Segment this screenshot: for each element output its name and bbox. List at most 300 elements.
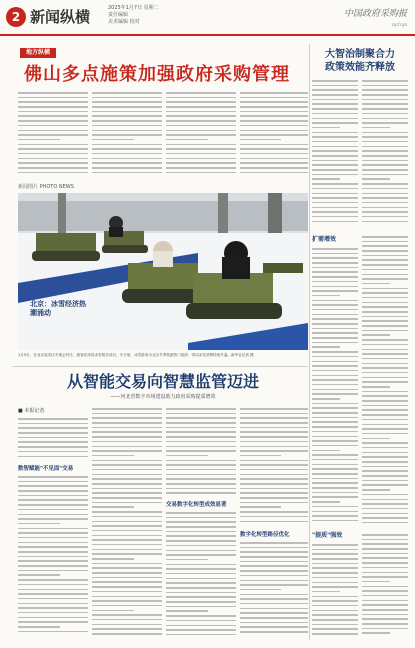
text-line — [312, 393, 358, 395]
text-line — [18, 574, 60, 576]
text-line — [312, 80, 358, 82]
text-line — [240, 521, 308, 523]
text-line — [240, 153, 308, 155]
text-line — [240, 464, 308, 466]
text-line — [18, 551, 88, 553]
text-line — [312, 164, 358, 166]
text-line — [362, 136, 408, 138]
text-line — [18, 427, 88, 429]
text-line — [362, 386, 390, 388]
text-line — [166, 554, 236, 556]
article-text-column — [92, 408, 162, 640]
text-line — [92, 455, 134, 457]
text-line — [362, 438, 390, 440]
section-tag: 地方纵横 — [20, 48, 56, 58]
text-line — [312, 572, 358, 574]
text-line — [166, 413, 236, 415]
text-line — [362, 409, 408, 411]
text-line — [362, 414, 408, 416]
text-line — [92, 614, 162, 616]
text-line — [362, 581, 390, 583]
inner-head-2: 交易数字化转型成效显著 — [166, 502, 227, 508]
text-line — [312, 553, 358, 555]
text-line — [362, 146, 408, 148]
text-line — [92, 581, 162, 583]
text-line — [362, 424, 408, 426]
masthead-sub: zgzfcgb — [391, 22, 407, 27]
text-line — [92, 431, 162, 433]
text-line — [312, 332, 358, 334]
text-line — [18, 158, 88, 160]
article-text-column — [312, 80, 358, 230]
text-line — [312, 412, 358, 414]
text-line — [312, 375, 358, 377]
text-line — [18, 97, 88, 99]
text-line — [240, 594, 308, 596]
text-line — [312, 549, 358, 551]
text-line — [18, 504, 88, 506]
text-line — [362, 489, 390, 491]
text-line — [92, 158, 162, 160]
text-line — [312, 94, 358, 96]
snow-vehicle-photo — [18, 193, 308, 350]
text-line — [18, 423, 88, 425]
text-line — [312, 389, 358, 391]
text-line — [92, 153, 162, 155]
text-line — [18, 167, 88, 169]
text-line — [312, 440, 358, 442]
text-line — [362, 127, 390, 129]
text-line — [362, 503, 408, 505]
text-line — [92, 600, 162, 602]
text-line — [312, 99, 358, 101]
text-line — [92, 497, 162, 499]
text-line — [166, 167, 236, 169]
text-line — [362, 590, 408, 592]
text-line — [166, 625, 236, 627]
text-line — [18, 115, 88, 117]
text-line — [166, 450, 236, 452]
text-line — [362, 89, 408, 91]
text-line — [18, 617, 88, 619]
text-line — [18, 570, 88, 572]
text-line — [312, 379, 358, 381]
text-line — [166, 629, 236, 631]
photo-label: 新闻图片 PHOTO NEWS — [18, 184, 74, 190]
text-line — [312, 155, 358, 157]
text-line — [362, 367, 408, 369]
text-line — [362, 372, 408, 374]
text-line — [362, 325, 408, 327]
text-line — [92, 101, 162, 103]
text-line — [240, 436, 308, 438]
text-line — [18, 162, 88, 164]
text-line — [166, 455, 208, 457]
text-line — [92, 162, 162, 164]
article-text-column — [312, 544, 358, 640]
text-line — [312, 365, 358, 367]
text-line — [312, 103, 358, 105]
text-line — [362, 543, 408, 545]
text-line — [18, 612, 88, 614]
text-line — [312, 577, 358, 579]
text-line — [362, 522, 408, 524]
text-line — [92, 563, 162, 565]
text-line — [92, 92, 162, 94]
text-line — [362, 155, 408, 157]
text-line — [92, 450, 162, 452]
text-line — [240, 551, 308, 553]
text-line — [312, 318, 358, 320]
text-line — [312, 407, 358, 409]
text-line — [240, 431, 308, 433]
text-line — [312, 436, 358, 438]
text-line — [92, 460, 162, 462]
text-line — [166, 120, 236, 122]
text-line — [240, 506, 281, 508]
text-line — [18, 485, 88, 487]
text-line — [362, 452, 408, 454]
text-line — [362, 614, 408, 616]
text-line — [240, 106, 308, 108]
text-line — [362, 278, 408, 280]
text-line — [92, 596, 162, 598]
text-line — [362, 353, 408, 355]
text-line — [312, 501, 340, 503]
text-line — [166, 408, 236, 410]
article-text-column — [166, 512, 236, 640]
text-line — [18, 626, 60, 628]
text-line — [362, 292, 408, 294]
text-line — [240, 598, 308, 600]
text-line — [312, 136, 358, 138]
text-line — [166, 148, 236, 150]
text-line — [166, 634, 236, 636]
text-line — [312, 356, 358, 358]
article-text-column — [240, 408, 308, 528]
text-line — [166, 441, 236, 443]
text-line — [312, 211, 358, 213]
text-line — [240, 497, 308, 499]
text-line — [312, 188, 358, 190]
text-line — [240, 622, 308, 624]
text-line — [240, 111, 308, 113]
text-line — [18, 584, 88, 586]
text-line — [92, 106, 162, 108]
byline: ■ 本报记者 — [18, 408, 45, 414]
text-line — [166, 564, 236, 566]
text-line — [166, 97, 236, 99]
text-line — [362, 236, 408, 238]
page-number: 2 — [6, 7, 26, 27]
text-line — [312, 174, 358, 176]
text-line — [362, 103, 408, 105]
text-line — [362, 269, 408, 271]
text-line — [312, 563, 358, 565]
text-line — [240, 631, 308, 633]
text-line — [240, 120, 308, 122]
text-line — [312, 295, 340, 297]
text-line — [240, 589, 281, 591]
text-line — [18, 130, 88, 132]
text-line — [240, 488, 308, 490]
text-line — [312, 253, 358, 255]
text-line — [312, 610, 358, 612]
text-line — [166, 101, 236, 103]
text-line — [362, 264, 408, 266]
text-line — [362, 480, 408, 482]
text-line — [362, 400, 408, 402]
editor-line: 责任编辑 — [108, 12, 129, 18]
text-line — [312, 520, 358, 522]
text-line — [362, 150, 408, 152]
inner-head-3: 数字化转型路径优化 — [240, 532, 290, 538]
text-line — [240, 617, 308, 619]
text-line — [166, 517, 236, 519]
text-line — [362, 183, 408, 185]
text-line — [92, 591, 162, 593]
article-text-column — [166, 92, 236, 180]
text-line — [18, 456, 88, 458]
text-line — [92, 572, 162, 574]
text-line — [166, 144, 236, 146]
text-line — [240, 492, 308, 494]
text-line — [166, 115, 236, 117]
text-line — [312, 582, 358, 584]
text-line — [166, 153, 236, 155]
text-line — [166, 92, 236, 94]
text-line — [240, 469, 308, 471]
date-line: 2025年1月7日 星期二 — [108, 5, 159, 11]
text-line — [18, 621, 88, 623]
text-line — [240, 446, 308, 448]
text-line — [240, 608, 308, 610]
text-line — [362, 80, 408, 82]
text-line — [92, 610, 134, 612]
text-line — [362, 632, 390, 634]
text-line — [362, 381, 408, 383]
text-line — [92, 506, 134, 508]
text-line — [362, 132, 408, 134]
text-line — [362, 108, 408, 110]
text-line — [362, 456, 408, 458]
text-line — [312, 596, 358, 598]
text-line — [240, 167, 308, 169]
text-line — [18, 560, 88, 562]
text-line — [18, 495, 88, 497]
text-line — [18, 589, 88, 591]
text-line — [240, 474, 308, 476]
text-line — [18, 514, 88, 516]
text-line — [92, 417, 162, 419]
text-line — [362, 618, 408, 620]
text-line — [312, 132, 358, 134]
text-line — [18, 101, 88, 103]
text-line — [92, 539, 162, 541]
text-line — [362, 113, 408, 115]
text-line — [312, 178, 340, 180]
text-line — [362, 202, 408, 204]
text-line — [362, 274, 408, 276]
text-line — [312, 403, 358, 405]
text-line — [18, 111, 88, 113]
text-line — [240, 92, 308, 94]
text-line — [312, 384, 358, 386]
text-line — [362, 562, 408, 564]
text-line — [312, 304, 358, 306]
text-line — [312, 328, 358, 330]
text-line — [240, 115, 308, 117]
news-photo — [18, 193, 308, 350]
text-line — [312, 591, 340, 593]
text-line — [18, 528, 88, 530]
text-line — [312, 468, 358, 470]
text-line — [362, 534, 408, 536]
text-line — [362, 499, 408, 501]
text-line — [240, 612, 308, 614]
text-line — [312, 628, 358, 630]
text-line — [362, 567, 408, 569]
text-line — [240, 427, 308, 429]
text-line — [312, 216, 358, 218]
text-line — [362, 255, 408, 257]
text-line — [312, 544, 358, 546]
text-line — [240, 417, 308, 419]
text-line — [240, 450, 308, 452]
text-line — [312, 417, 358, 419]
right-subhead-2: "提质"强效 — [312, 532, 343, 539]
text-line — [362, 250, 408, 252]
text-line — [166, 615, 236, 617]
text-line — [312, 506, 358, 508]
text-line — [18, 441, 88, 443]
text-line — [240, 441, 308, 443]
text-line — [18, 476, 88, 478]
text-line — [312, 473, 358, 475]
text-line — [312, 262, 358, 264]
text-line — [166, 162, 236, 164]
text-line — [240, 158, 308, 160]
right-headline-line-1: 大智治制聚合力 — [325, 49, 395, 60]
text-line — [92, 553, 162, 555]
text-line — [18, 148, 88, 150]
text-line — [166, 427, 236, 429]
second-subheadline: ——河北省数字市场建设助力政府采购提质增效 — [110, 394, 216, 400]
text-line — [166, 422, 236, 424]
text-line — [92, 502, 162, 504]
text-line — [92, 115, 162, 117]
text-line — [362, 283, 390, 285]
text-line — [362, 188, 408, 190]
text-line — [240, 478, 308, 480]
text-line — [18, 542, 88, 544]
text-line — [312, 624, 358, 626]
text-line — [92, 144, 162, 146]
text-line — [92, 483, 162, 485]
text-line — [92, 427, 162, 429]
editor-line-2: 美术编辑 校对 — [108, 19, 140, 25]
text-line — [166, 606, 236, 608]
text-line — [362, 193, 408, 195]
text-line — [18, 106, 88, 108]
text-line — [312, 346, 340, 348]
text-line — [166, 460, 236, 462]
article-text-column — [18, 476, 88, 640]
text-line — [362, 306, 408, 308]
text-line — [312, 558, 358, 560]
text-line — [362, 539, 408, 541]
text-line — [18, 607, 88, 609]
text-line — [362, 94, 408, 96]
text-line — [312, 342, 358, 344]
text-line — [92, 446, 162, 448]
text-line — [312, 89, 358, 91]
text-line — [362, 466, 408, 468]
text-line — [18, 446, 88, 448]
text-line — [362, 363, 408, 365]
text-line — [166, 573, 236, 575]
text-line — [312, 511, 358, 513]
text-line — [362, 428, 408, 430]
text-line — [18, 418, 88, 420]
text-line — [166, 436, 236, 438]
text-line — [312, 267, 358, 269]
text-line — [362, 447, 408, 449]
text-line — [92, 525, 162, 527]
text-line — [362, 391, 408, 393]
text-line — [362, 174, 408, 176]
right-headline — [310, 48, 410, 74]
text-line — [18, 631, 88, 633]
text-line — [312, 314, 358, 316]
text-line — [362, 141, 408, 143]
text-line — [362, 419, 408, 421]
article-text-column — [362, 80, 408, 230]
text-line — [362, 442, 408, 444]
text-line — [362, 395, 408, 397]
text-line — [312, 450, 340, 452]
text-line — [362, 349, 408, 351]
text-line — [312, 221, 358, 223]
text-line — [362, 330, 408, 332]
text-line — [92, 172, 162, 174]
text-line — [166, 488, 236, 490]
text-line — [92, 422, 162, 424]
text-line — [362, 221, 408, 223]
text-line — [92, 408, 162, 410]
text-line — [18, 537, 88, 539]
text-line — [18, 593, 88, 595]
text-line — [312, 169, 358, 171]
column-divider — [309, 44, 310, 640]
text-line — [18, 579, 88, 581]
text-line — [18, 153, 88, 155]
text-line — [240, 511, 308, 513]
text-line — [92, 120, 162, 122]
text-line — [166, 559, 208, 561]
text-line — [312, 141, 358, 143]
text-line — [362, 344, 408, 346]
text-line — [240, 148, 308, 150]
text-line — [312, 309, 358, 311]
text-line — [166, 592, 236, 594]
text-line — [312, 108, 358, 110]
text-line — [92, 134, 162, 136]
text-line — [312, 487, 358, 489]
masthead-logo: 中国政府采购报 — [343, 9, 407, 19]
text-line — [166, 550, 236, 552]
text-line — [240, 584, 308, 586]
